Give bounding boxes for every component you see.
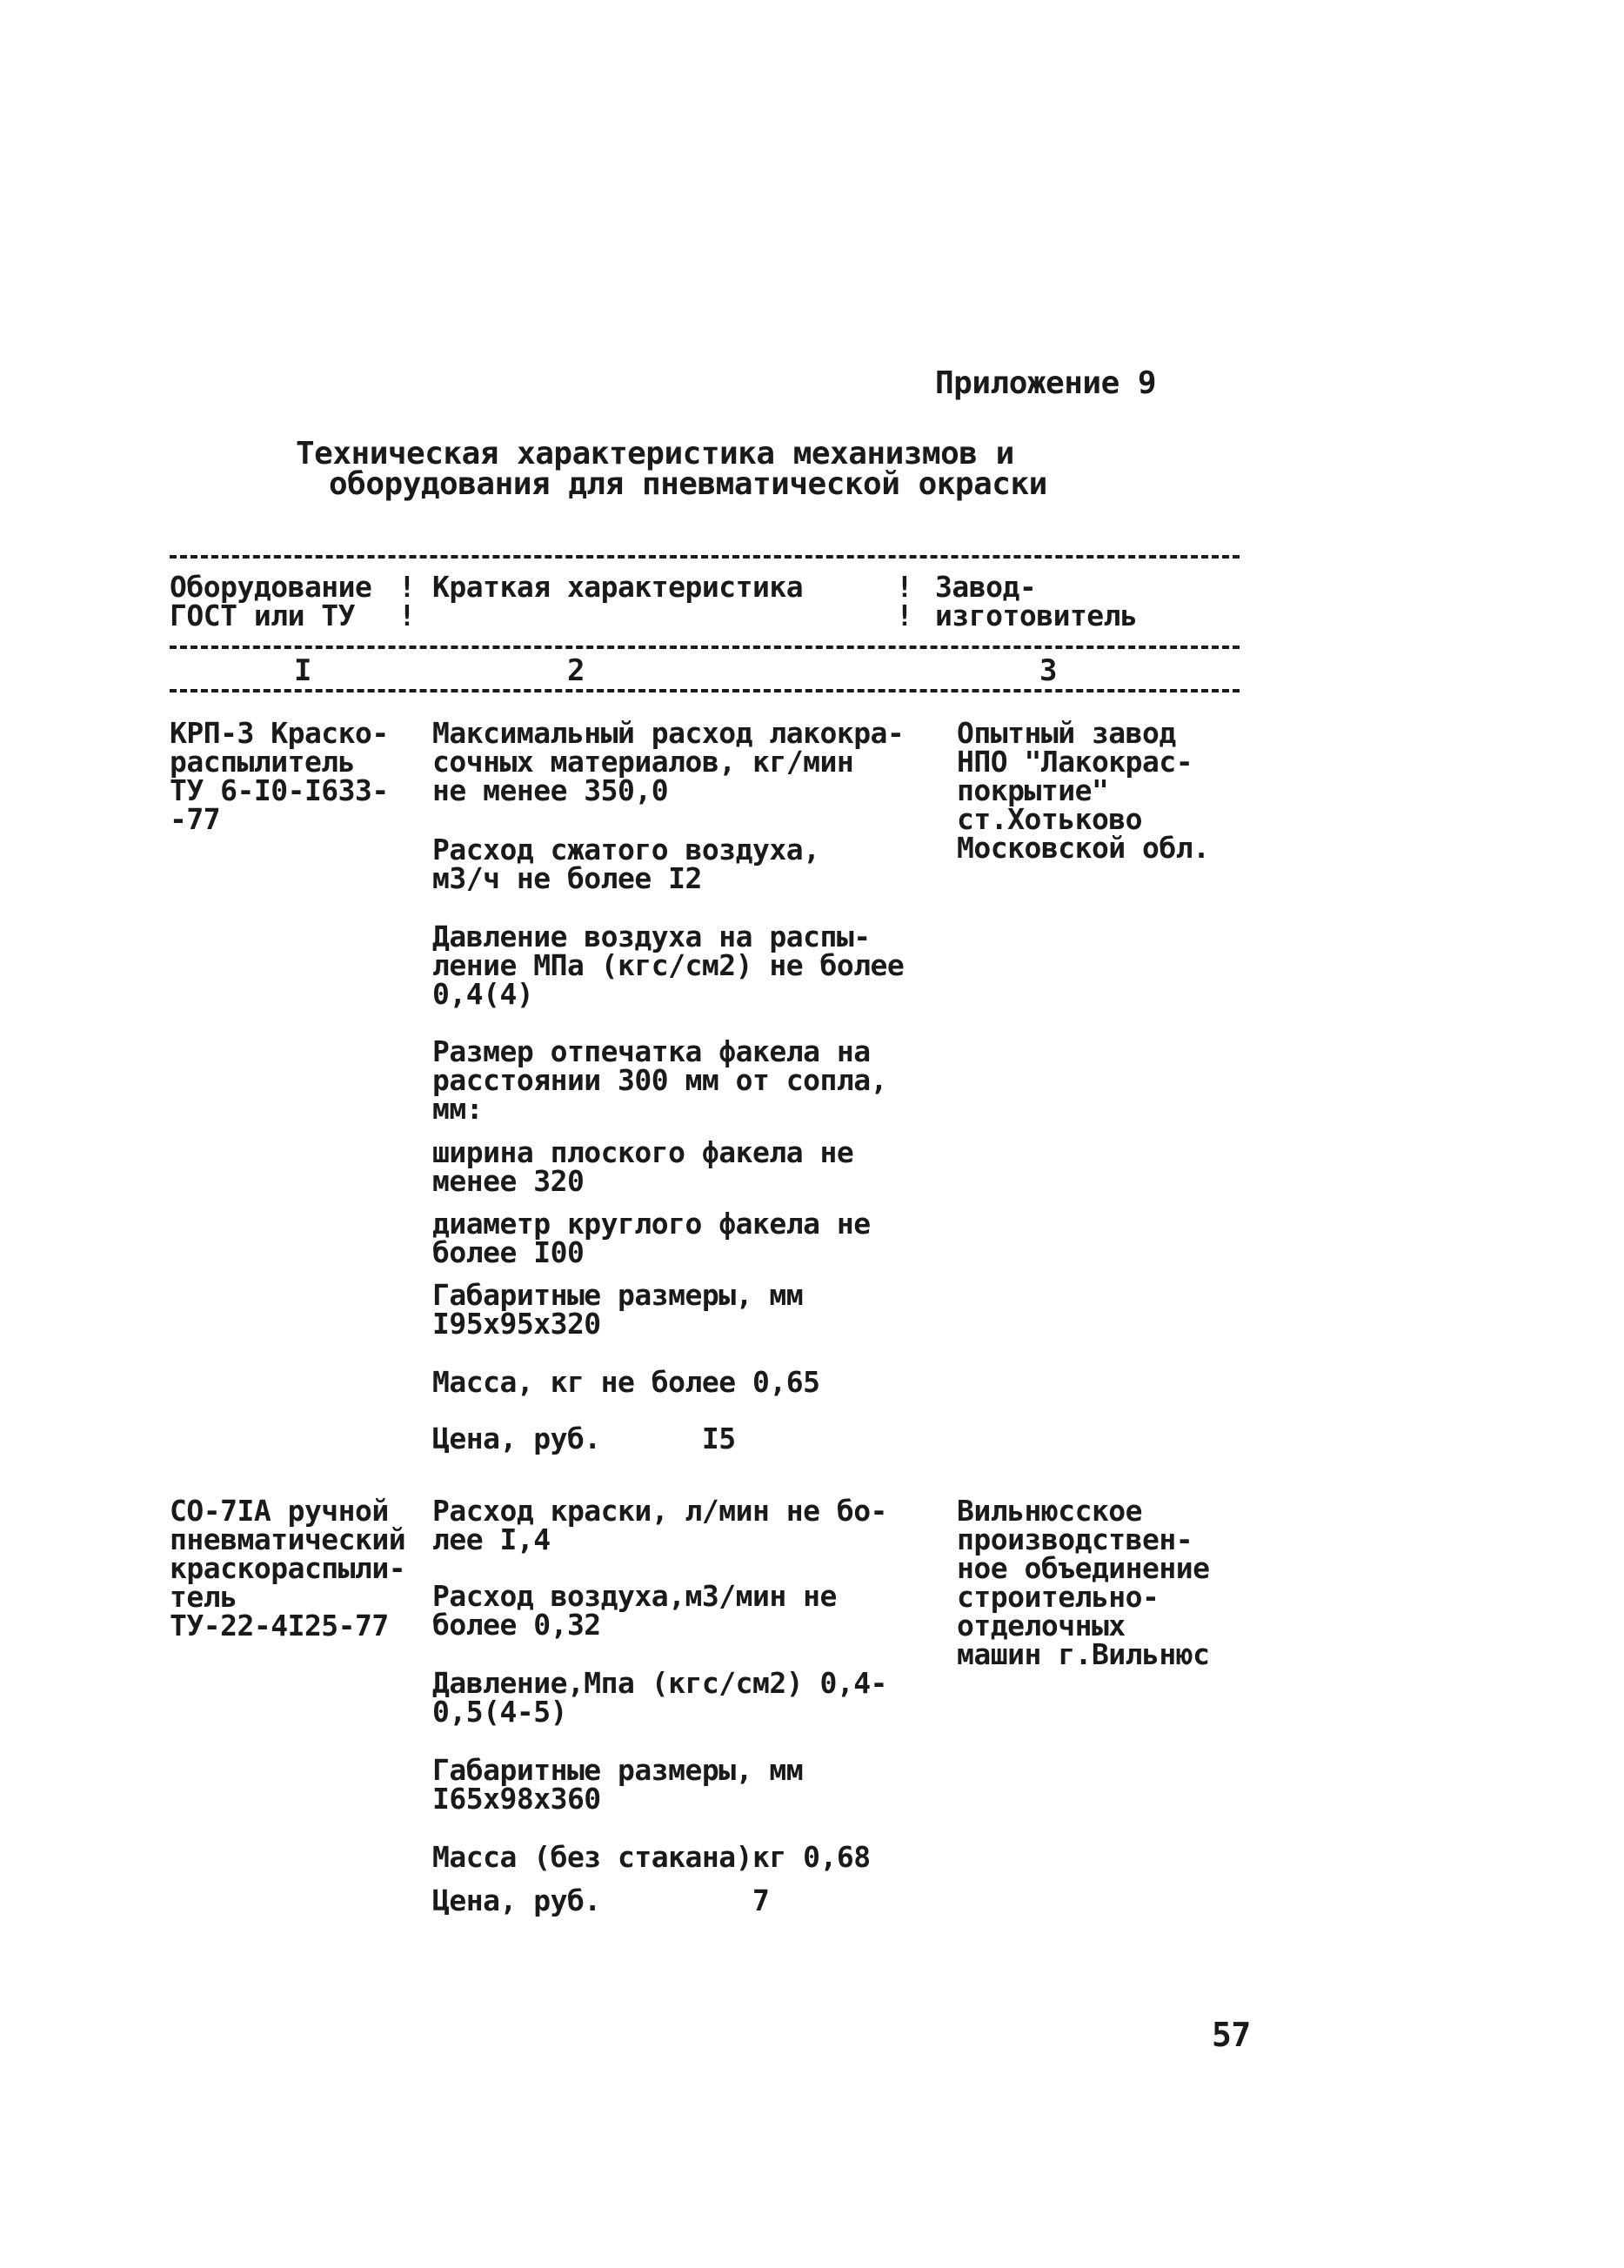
row-1-spec: диаметр круглого факела не более I00	[432, 1207, 871, 1269]
header-separator: !	[398, 599, 416, 632]
row-1-spec: Габаритные размеры, мм I95x95x320	[432, 1278, 804, 1341]
header-characteristics: Краткая характеристика	[432, 570, 804, 604]
header-manufacturer: Завод- изготовитель	[935, 570, 1138, 632]
row-2-manufacturer: Вильнюсское производствен- ное объединение строительно- отделочных машин г.Вильнюс	[957, 1494, 1210, 1671]
row-1-spec: Давление воздуха на распы- ление МПа (кгс/см2) не более 0,4(4)	[432, 920, 905, 1011]
numbering-bottom-rule	[170, 689, 1240, 692]
column-number-3: 3	[1039, 653, 1057, 688]
appendix-label: Приложение 9	[935, 365, 1157, 401]
table-top-rule	[170, 555, 1240, 559]
row-2-spec: Цена, руб. 7	[432, 1883, 770, 1917]
page-number: 57	[1212, 2016, 1251, 2054]
row-1-spec: Расход сжатого воздуха, м3/ч не более I2	[432, 833, 820, 895]
row-2-spec: Давление,Мпа (кгс/см2) 0,4- 0,5(4-5)	[432, 1666, 887, 1729]
row-2-spec: Расход краски, л/мин не бо- лее I,4	[432, 1494, 887, 1556]
header-equipment: Оборудование ГОСТ или ТУ	[170, 570, 372, 632]
title-line-2: оборудования для пневматической окраски	[329, 466, 1047, 502]
header-separator: !	[896, 570, 913, 604]
row-1-spec: Цена, руб. I5	[432, 1422, 736, 1455]
row-2-equipment: СО-7IA ручной пневматический краскораспыли- тель ТУ-22-4I25-77	[170, 1494, 406, 1642]
row-1-spec: Максимальный расход лакокра- сочных материалов, кг/мин не менее 350,0	[432, 716, 905, 807]
row-2-spec: Расход воздуха,м3/мин не более 0,32	[432, 1579, 837, 1642]
row-1-spec: Масса, кг не более 0,65	[432, 1365, 820, 1399]
row-2-spec: Габаритные размеры, мм I65x98x360	[432, 1753, 804, 1816]
column-number-2: 2	[567, 653, 585, 688]
header-bottom-rule	[170, 646, 1240, 649]
row-1-equipment: КРП-3 Краско- распылитель ТУ 6-I0-I633- -77	[170, 716, 389, 836]
title-line-1: Техническая характеристика механизмов и	[296, 436, 1014, 472]
row-2-spec: Масса (без стакана)кг 0,68	[432, 1840, 871, 1874]
row-1-spec: ширина плоского факела не менее 320	[432, 1135, 854, 1198]
row-1-spec: Размер отпечатка факела на расстоянии 300 мм от сопла, мм:	[432, 1034, 887, 1126]
header-separator: !	[896, 599, 913, 632]
column-number-1: I	[294, 653, 311, 688]
row-1-manufacturer: Опытный завод НПО "Лакокрас- покрытие" ст.Хотьково Московской обл.	[957, 716, 1210, 865]
header-separator: !	[398, 570, 416, 604]
